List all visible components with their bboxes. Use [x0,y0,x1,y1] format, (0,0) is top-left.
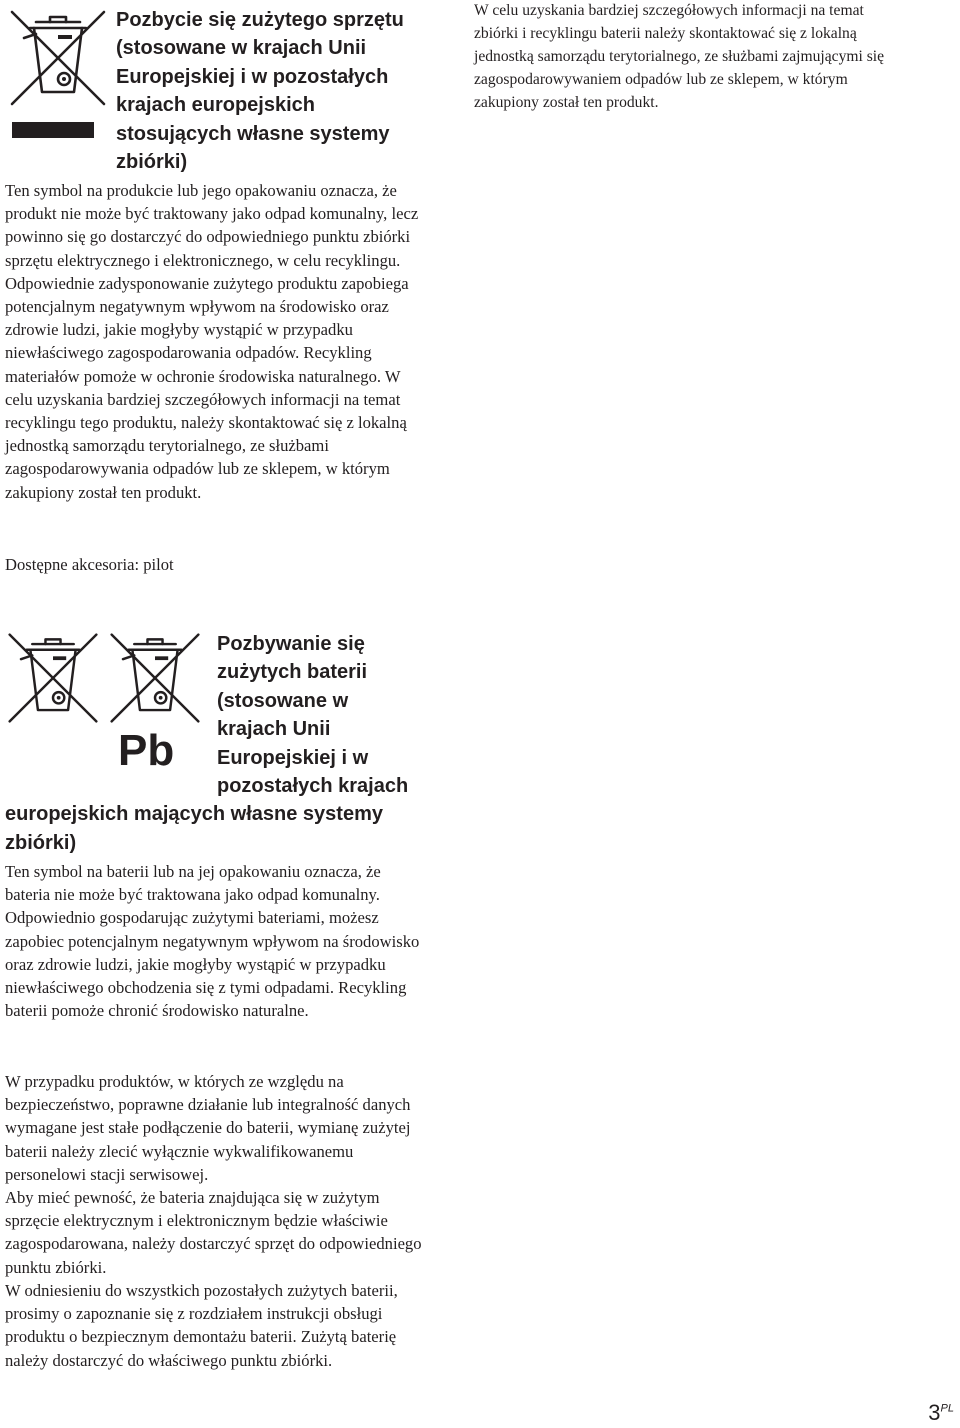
battery-heading: Pozbywanie się zużytych baterii (stosowane w krajach Unii Europejskiej i w pozostałych krajach europejskich mających własne systemy zbiórki) [5,633,409,854]
right-column-paragraph: W celu uzyskania bardziej szczegółowych informacji na temat zbiórki i recyklingu baterii należy skontaktować się z lokalną jednostką samorządu terytorialnego, ze służbami zajmującymi się zagospodarowywaniem odpadów lub ze sklepem, w którym zakupiony został ten produkt. [474,2,885,111]
battery-paragraph-3: Aby mieć pewność, że bateria znajdująca się w zużytym sprzęcie elektrycznym i elektronicznym będzie właściwie zagospodarowana, należy dostarczyć sprzęt do odpowiedniego punktu zbiórki. [5,1188,422,1277]
battery-paragraph-2: W przypadku produktów, w których ze względu na bezpieczeństwo, poprawne działanie lub integralność danych wymagane jest stałe podłączenie do baterii, wymianę zużytej baterii należy zlecić wyłącznie wykwalifikowanemu personelowi stacji serwisowej. [5,1072,411,1184]
crossed-out-wheelie-bin-icon [6,8,110,140]
pb-symbol: Pb [118,726,175,775]
language-code: PL [940,1402,954,1415]
battery-paragraph-1: Ten symbol na baterii lub na jej opakowaniu oznacza, że bateria nie może być traktowana jako odpad komunalny. Odpowiednio gospodarując zużytymi bateriami, możesz zapobiec potencjalnym negatywnym wpływom na środowisko oraz zdrowie ludzi, jakie mogłyby wystąpić w przypadku niewłaściwego obchodzenia się z tymi odpadami. Recykling baterii pomoże chronić środowisko naturalne. [5,862,420,1021]
page-number [928,1400,954,1426]
weee-paragraph: Ten symbol na produkcie lub jego opakowaniu oznacza, że produkt nie może być traktowany jako odpad komunalny, lecz powinno się go dostarczyć do odpowiedniego punktu zbiórki sprzętu elektrycznego i elektronicznego, w celu recyklingu. Odpowiednie zadysponowanie zużytego produktu zapobiega potencjalnym negatywnym wpływom na środowisko oraz zdrowie ludzi, jakie mogłyby wystąpić w przypadku niewłaściwego zagospodarowania odpadów. Recykling materiałów pomoże w ochronie środowiska naturalnego. W celu uzyskania bardziej szczegółowych informacji na temat recyklingu tego produktu, należy skontaktować się z lokalną jednostką samorządu terytorialnego, ze służbami zagospodarowywania odpadów lub ze sklepem, w którym zakupiony został ten produkt. [5,181,419,502]
page-number-value: 3 [928,1400,941,1425]
weee-heading: Pozbycie się zużytego sprzętu (stosowane w krajach Unii Europejskiej i w pozostałych krajach europejskich stosujących własne systemy zbiórki) [116,9,404,174]
battery-paragraph-4: W odniesieniu do wszystkich pozostałych zużytych baterii, prosimy o zapoznanie się z rozdziałem instrukcji obsługi produktu o bezpiecznym demontażu baterii. Zużytą baterię należy dostarczyć do właściwego punktu zbiórki. [5,1281,398,1370]
accessories-text: Dostępne akcesoria: pilot [5,555,174,574]
